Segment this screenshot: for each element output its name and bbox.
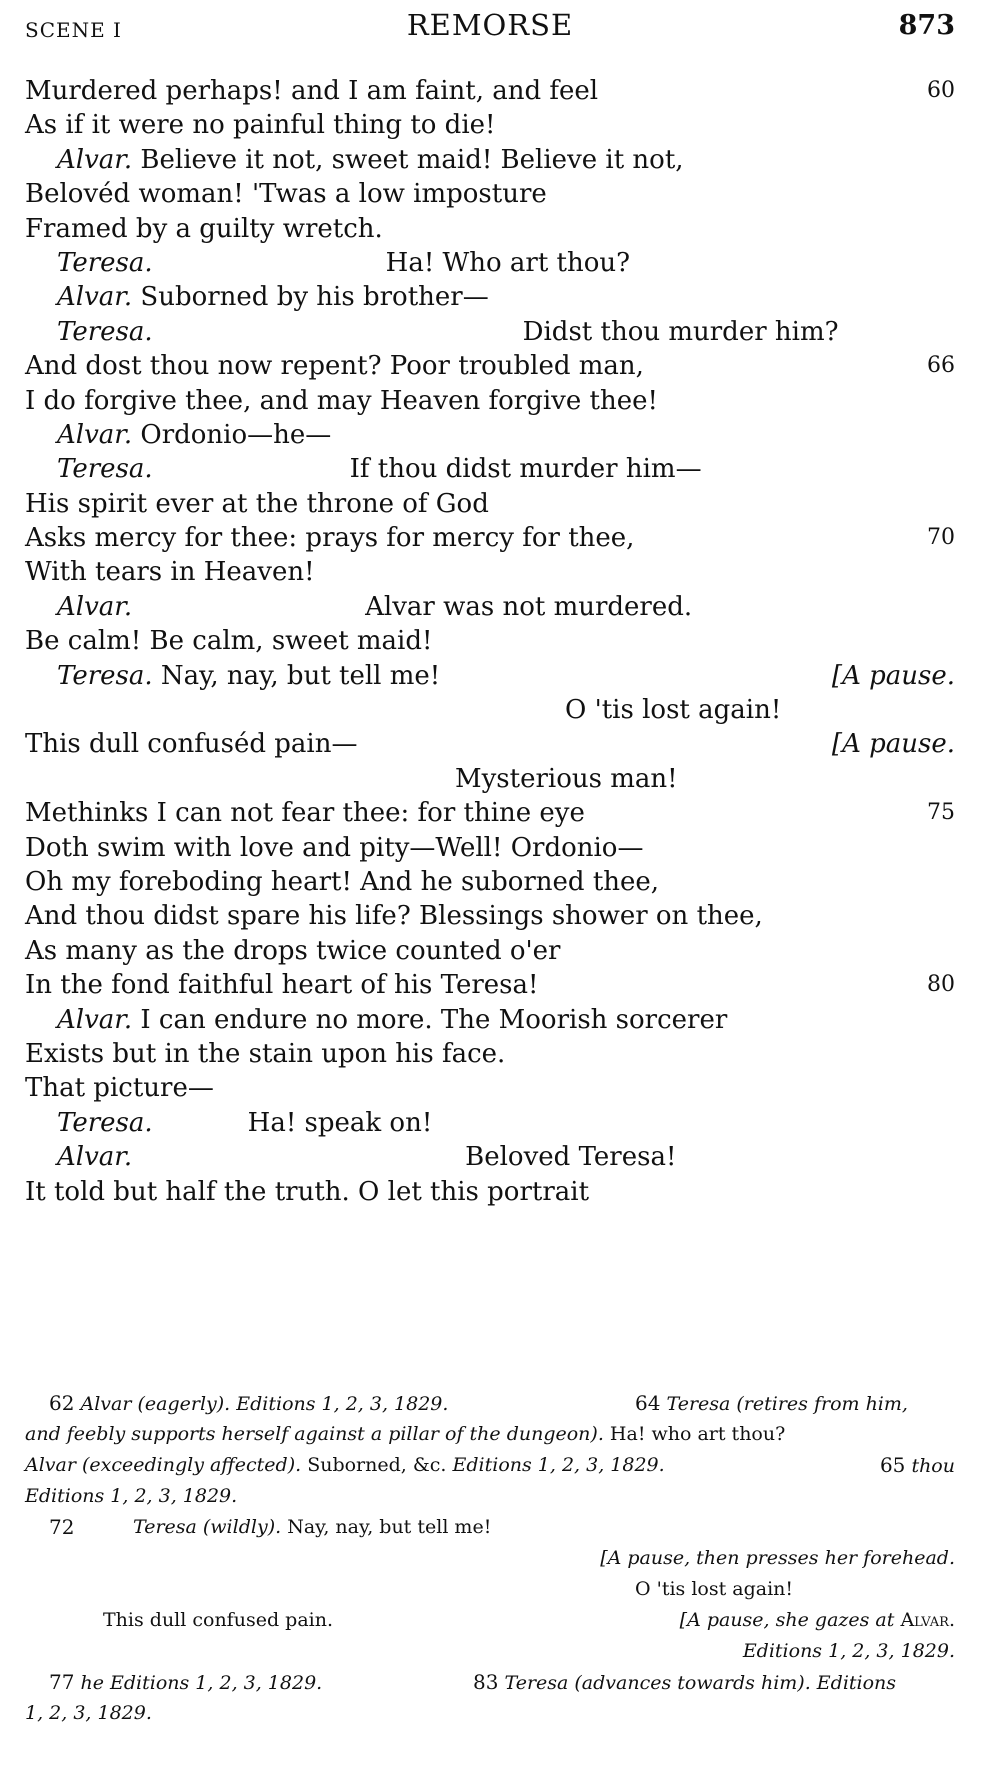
verse-line: [25, 1175, 955, 1209]
note-text: Teresa (advances towards him). Editions: [504, 1672, 897, 1694]
line-number: 80: [927, 972, 955, 998]
verse-line-body: [25, 661, 440, 691]
verse-text-line: Doth swim with love and pity—Well! Ordonio—: [25, 832, 644, 863]
verse-line: [25, 418, 955, 452]
verse-line-body: [25, 386, 658, 416]
verse-line-body: [25, 1073, 214, 1103]
note-text: Nay, nay, but tell me!: [287, 1516, 492, 1538]
speaker-name: Teresa.: [57, 454, 153, 485]
speaker-name: Alvar.: [57, 1142, 133, 1173]
verse-line-body: [25, 248, 630, 278]
verse-line-body: [25, 867, 659, 897]
verse-line: [25, 1037, 955, 1071]
stage-direction: [A pause.: [831, 660, 955, 691]
note-stage-direction: [A pause, she gazes at: [679, 1609, 895, 1631]
verse-text-line: This dull confuséd pain—: [25, 729, 358, 760]
note-text: and feebly supports herself against a pillar of the dungeon).: [25, 1423, 604, 1445]
verse-line: [25, 762, 955, 796]
verse-text-line: His spirit ever at the throne of God: [25, 488, 489, 519]
note-text: Editions 1, 2, 3, 1829.: [25, 1485, 238, 1507]
verse-line-body: [25, 76, 598, 106]
verse-line-body: [25, 145, 684, 175]
verse-line: [25, 212, 955, 246]
verse-line: [25, 349, 955, 383]
verse-line: [25, 246, 955, 280]
verse-text-line: Belovéd woman! 'Twas a low imposture: [25, 179, 547, 210]
verse-line: [25, 968, 955, 1002]
verse-line-body: [25, 970, 538, 1000]
verse-line-body: [25, 833, 643, 863]
verse-line-body: [25, 798, 585, 828]
verse-line-body: [25, 523, 634, 553]
verse-text-line: Believe it not, sweet maid! Believe it not,: [132, 144, 684, 175]
footnote-line: [25, 1450, 955, 1481]
verse-line: [25, 659, 955, 693]
footnote-line: [25, 1388, 955, 1419]
note-number: 83: [473, 1670, 499, 1694]
verse-line-body: [25, 489, 489, 519]
verse-line-body: [25, 317, 839, 347]
verse-text-line: In the fond faithful heart of his Teresa!: [25, 970, 539, 1001]
verse-line-body: [25, 420, 331, 450]
verse-text-line: It told but half the truth. O let this portrait: [25, 1176, 590, 1207]
note-text: Teresa (retires from him,: [666, 1393, 908, 1415]
verse-line: [25, 1140, 955, 1174]
verse-text-line: Exists but in the stain upon his face.: [25, 1038, 506, 1069]
verse-text: [25, 74, 955, 1209]
verse-line: [25, 452, 955, 486]
footnote-line: [25, 1419, 955, 1450]
play-title: REMORSE: [406, 8, 574, 42]
note-number: 77: [49, 1670, 75, 1694]
verse-text-line: Suborned by his brother—: [132, 282, 489, 313]
line-number: 70: [927, 525, 955, 551]
verse-line: [25, 521, 955, 555]
verse-text-line: Ha! speak on!: [247, 1107, 433, 1138]
verse-line: [25, 1003, 955, 1037]
note-stage-direction: [A pause, then presses her forehead.: [600, 1547, 955, 1569]
note-text: Suborned, &c.: [307, 1454, 447, 1476]
note-text: he Editions 1, 2, 3, 1829.: [80, 1672, 323, 1694]
line-number: 60: [927, 78, 955, 103]
verse-text-line: Be calm! Be calm, sweet maid!: [25, 626, 433, 657]
note-text: Editions 1, 2, 3, 1829.: [452, 1454, 665, 1476]
verse-text-line: Mysterious man!: [455, 763, 678, 794]
verse-text-line: As many as the drops twice counted o'er: [25, 935, 561, 966]
verse-line-body: [25, 901, 763, 931]
note-text: Alvar (eagerly). Editions 1, 2, 3, 1829.: [80, 1393, 449, 1415]
verse-line: [25, 934, 955, 968]
verse-line-body: [25, 214, 383, 244]
verse-text-line: I can endure no more. The Moorish sorcerer: [132, 1004, 728, 1035]
footnote-line: [25, 1698, 955, 1729]
note-text: Editions 1, 2, 3, 1829.: [742, 1640, 955, 1662]
verse-text-line: I do forgive thee, and may Heaven forgive thee!: [25, 385, 658, 416]
verse-line: [25, 796, 955, 830]
footnote-line: [25, 1512, 955, 1543]
footnote-line: [25, 1543, 955, 1574]
verse-line-body: [25, 592, 692, 622]
verse-line: [25, 590, 955, 624]
page-number: 873: [898, 10, 955, 41]
speaker-name: Alvar.: [57, 1004, 133, 1035]
verse-text-line: As if it were no painful thing to die!: [25, 110, 496, 141]
note-text: Alvar.: [900, 1609, 955, 1631]
verse-line: [25, 624, 955, 658]
note-text: Alvar (exceedingly affected).: [25, 1454, 302, 1476]
verse-line-body: [25, 110, 495, 140]
note-number: 64: [635, 1391, 661, 1415]
line-number: 66: [927, 353, 955, 379]
note-text: Ha! who art thou?: [609, 1423, 786, 1445]
note-text: 1, 2, 3, 1829.: [25, 1702, 152, 1724]
scene-label: SCENE I: [25, 18, 122, 42]
verse-text-line: Asks mercy for thee: prays for mercy for thee,: [25, 523, 635, 554]
note-number: 72: [49, 1515, 75, 1539]
verse-line: [25, 831, 955, 865]
verse-line: [25, 108, 955, 142]
verse-text-line: Framed by a guilty wretch.: [25, 213, 383, 244]
speaker-name: Alvar.: [57, 144, 133, 175]
verse-text-line: Ha! Who art thou?: [385, 247, 631, 278]
verse-text-line: Oh my foreboding heart! And he suborned thee,: [25, 866, 660, 897]
verse-line-body: [25, 764, 678, 794]
verse-text-line: That picture—: [25, 1073, 214, 1104]
verse-text-line: Ordonio—he—: [132, 419, 332, 450]
verse-text-line: With tears in Heaven!: [25, 557, 315, 588]
speaker-name: Teresa.: [57, 660, 153, 691]
verse-line: [25, 315, 955, 349]
line-number: 75: [927, 800, 955, 826]
verse-line-body: [25, 454, 702, 484]
footnotes: [25, 1388, 955, 1729]
verse-text-line: O 'tis lost again!: [565, 695, 782, 726]
verse-line-body: [25, 557, 315, 587]
verse-line: [25, 177, 955, 211]
verse-line: [25, 1106, 955, 1140]
verse-line: [25, 899, 955, 933]
verse-line-body: [25, 179, 547, 209]
note-text: Teresa (wildly).: [133, 1516, 282, 1538]
speaker-name: Alvar.: [57, 282, 133, 313]
verse-line: [25, 727, 955, 761]
verse-line-body: [25, 351, 644, 381]
verse-line: [25, 74, 955, 108]
verse-line: [25, 143, 955, 177]
running-header: [25, 8, 955, 48]
verse-text-line: Methinks I can not fear thee: for thine eye: [25, 798, 585, 829]
verse-line: [25, 1071, 955, 1105]
verse-line-body: [25, 626, 432, 656]
verse-text-line: Didst thou murder him?: [522, 316, 839, 347]
verse-text-line: Nay, nay, but tell me!: [152, 660, 441, 691]
verse-line: [25, 555, 955, 589]
note-number: 65: [879, 1453, 906, 1477]
verse-line-body: [25, 1142, 676, 1172]
verse-line: [25, 865, 955, 899]
footnote-line: [25, 1636, 955, 1667]
verse-line-body: [25, 695, 781, 725]
speaker-name: Alvar.: [57, 419, 133, 450]
verse-text-line: If thou didst murder him—: [349, 454, 702, 485]
verse-line: [25, 487, 955, 521]
verse-text-line: And dost thou now repent? Poor troubled man,: [25, 351, 644, 382]
verse-line: [25, 280, 955, 314]
footnote-line: [25, 1605, 955, 1636]
note-text: O 'tis lost again!: [635, 1578, 794, 1600]
footnote-line: [25, 1574, 955, 1605]
note-text: thou: [911, 1455, 955, 1477]
verse-line-body: [25, 1005, 727, 1035]
verse-line-body: [25, 1177, 589, 1207]
verse-line: [25, 693, 955, 727]
stage-direction: [A pause.: [831, 729, 955, 760]
speaker-name: Alvar.: [57, 591, 133, 622]
verse-line-body: [25, 729, 357, 759]
speaker-name: Teresa.: [57, 1107, 153, 1138]
speaker-name: Teresa.: [57, 316, 153, 347]
verse-text-line: Beloved Teresa!: [465, 1142, 677, 1173]
verse-line-body: [25, 936, 560, 966]
verse-text-line: Murdered perhaps! and I am faint, and feel: [25, 76, 599, 106]
verse-text-line: Alvar was not murdered.: [365, 591, 693, 622]
verse-text-line: And thou didst spare his life? Blessings shower on thee,: [25, 901, 763, 932]
note-number: 62: [49, 1391, 75, 1415]
note-text: This dull confused pain.: [103, 1609, 333, 1631]
footnote-line: [25, 1481, 955, 1512]
speaker-name: Teresa.: [57, 247, 153, 278]
verse-line-body: [25, 1108, 432, 1138]
footnote-line: [25, 1667, 955, 1698]
verse-line-body: [25, 1039, 505, 1069]
verse-line-body: [25, 282, 489, 312]
verse-line: [25, 384, 955, 418]
